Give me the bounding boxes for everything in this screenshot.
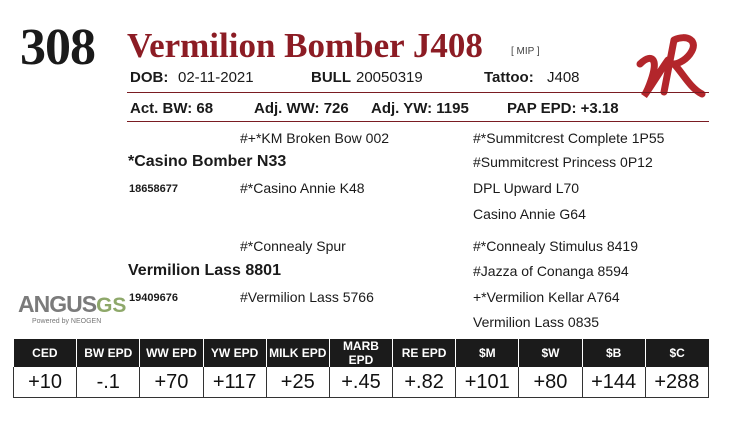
epd-value-milk: +25 — [266, 367, 329, 398]
divider-top — [127, 92, 709, 93]
sire-name: *Casino Bomber N33 — [128, 153, 287, 170]
angus-gs-logo — [18, 291, 127, 325]
epd-value-c: +288 — [645, 367, 708, 398]
angus-wordmark: ANGUS — [18, 291, 97, 317]
dam-dam-dam: Vermilion Lass 0835 — [473, 314, 600, 330]
gs-wordmark: GS — [96, 294, 127, 317]
pap-epd: PAP EPD: +3.18 — [507, 100, 619, 117]
mip-tag: [ MIP ] — [511, 46, 540, 57]
lot-number: 308 — [20, 19, 95, 76]
actual-bw: Act. BW: 68 — [130, 100, 214, 117]
epd-value-marb: +.45 — [329, 367, 392, 398]
epd-value-yw: +117 — [203, 367, 266, 398]
adjusted-ww: Adj. WW: 726 — [254, 100, 349, 117]
tattoo-value: J408 — [547, 69, 580, 86]
sire-sire: #+*KM Broken Bow 002 — [240, 130, 390, 146]
epd-header-bw: BW EPD — [77, 339, 140, 367]
vr-brand-logo — [634, 30, 706, 100]
sire-dam: #*Casino Annie K48 — [240, 180, 365, 196]
divider-bottom — [127, 121, 709, 122]
animal-name: Vermilion Bomber J408 — [127, 26, 483, 65]
epd-value-row — [14, 367, 709, 398]
epd-header-c: $C — [645, 339, 708, 367]
sire-sire-dam: #Summitcrest Princess 0P12 — [473, 154, 653, 170]
dam-dam-sire: +*Vermilion Kellar A764 — [473, 289, 620, 305]
sire-dam-sire: DPL Upward L70 — [473, 180, 580, 196]
adjusted-yw: Adj. YW: 1195 — [371, 100, 469, 117]
epd-table — [13, 339, 709, 398]
sire-sire-sire: #*Summitcrest Complete 1P55 — [473, 130, 665, 146]
epd-header-milk: MILK EPD — [266, 339, 329, 367]
epd-header-ww: WW EPD — [140, 339, 203, 367]
epd-value-ww: +70 — [140, 367, 203, 398]
epd-header-marb: MARB EPD — [329, 339, 392, 367]
dam-sire-dam: #Jazza of Conanga 8594 — [473, 263, 629, 279]
dam-sire-sire: #*Connealy Stimulus 8419 — [473, 238, 638, 254]
tattoo-label: Tattoo: — [484, 69, 534, 86]
epd-header-yw: YW EPD — [203, 339, 266, 367]
epd-header-row — [14, 339, 709, 367]
dam-name: Vermilion Lass 8801 — [128, 262, 281, 279]
powered-by-text: Powered by NEOGEN — [32, 318, 102, 325]
epd-header-ced: CED — [14, 339, 77, 367]
epd-header-m: $M — [456, 339, 519, 367]
epd-value-ced: +10 — [14, 367, 77, 398]
epd-value-bw: -.1 — [77, 367, 140, 398]
sex-label: BULL — [311, 69, 351, 86]
dam-registration: 19409676 — [129, 292, 178, 304]
epd-header-re: RE EPD — [393, 339, 456, 367]
sire-dam-dam: Casino Annie G64 — [473, 206, 586, 222]
epd-value-m: +101 — [456, 367, 519, 398]
epd-header-b: $B — [582, 339, 645, 367]
dam-dam: #Vermilion Lass 5766 — [240, 289, 374, 305]
sire-registration: 18658677 — [129, 183, 178, 195]
dob-value: 02-11-2021 — [178, 69, 254, 86]
epd-value-re: +.82 — [393, 367, 456, 398]
epd-header-w: $W — [519, 339, 582, 367]
dam-sire: #*Connealy Spur — [240, 238, 346, 254]
epd-value-b: +144 — [582, 367, 645, 398]
registration-number: 20050319 — [356, 69, 423, 86]
epd-value-w: +80 — [519, 367, 582, 398]
dob-label: DOB: — [130, 69, 169, 86]
